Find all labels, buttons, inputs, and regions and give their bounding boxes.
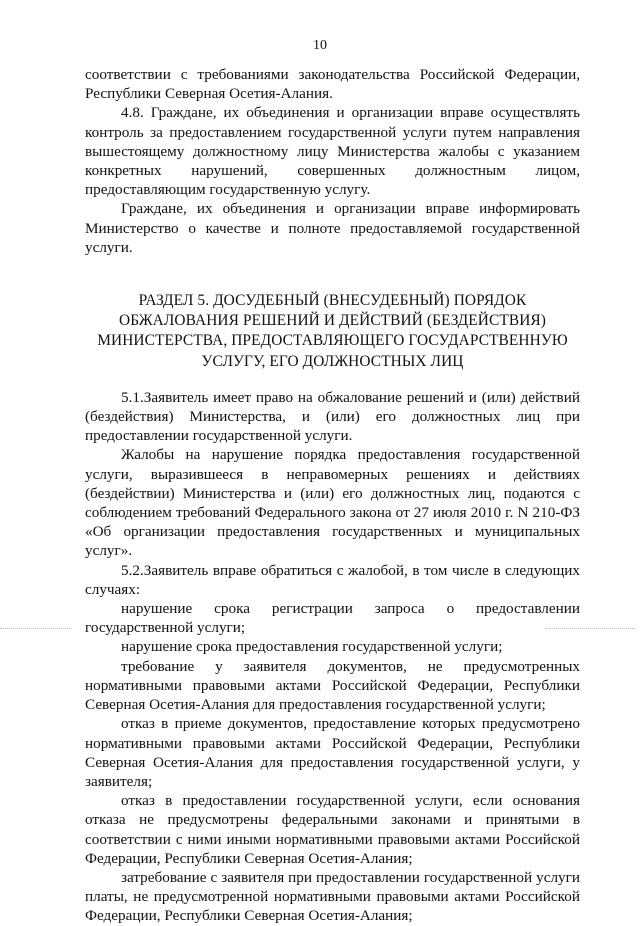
section-heading-line: МИНИСТЕРСТВА, ПРЕДОСТАВЛЯЮЩЕГО ГОСУДАРСТВЕННУЮ	[97, 332, 568, 350]
list-item: нарушение срока регистрации запроса о предоставлении государственной услуги;	[85, 600, 580, 637]
list-item: требование у заявителя документов, не предусмотренных нормативными правовыми актами Российской Федерации, Республики Северная Осетия-Алания для предоставления государственной услуги;	[85, 657, 580, 714]
list-item: нарушение срока предоставления государственной услуги;	[121, 638, 503, 656]
list-item: затребование с заявителя при предоставлении государственной услуги платы, не предусмотренной нормативными правовыми актами Российской Федерации, Республики Северная Осетия-Алания;	[85, 868, 580, 925]
section-heading-line: УСЛУГУ, ЕГО ДОЛЖНОСТНЫХ ЛИЦ	[201, 352, 464, 370]
section-heading-line: ОБЖАЛОВАНИЯ РЕШЕНИЙ И ДЕЙСТВИЙ (БЕЗДЕЙСТВИЯ)	[118, 312, 547, 330]
section-heading-line: РАЗДЕЛ 5. ДОСУДЕБНЫЙ (ВНЕСУДЕБНЫЙ) ПОРЯДОК	[138, 292, 527, 310]
list-item: отказ в предоставлении государственной услуги, если основания отказа не предусмотрены федеральными законами и принятыми в соответствии с ними иными нормативными правовыми актами Российской Федерации, Республики Северная Осетия-Алания;	[85, 792, 580, 867]
page-number: 10	[313, 38, 327, 53]
paragraph: 5.2.Заявитель вправе обратиться с жалобой, в том числе в следующих случаях:	[85, 561, 580, 598]
paragraph: 4.8. Граждане, их объединения и организации вправе осуществлять контроль за предоставлением государственной услуги путем направления вышестоящему должностному лицу Министерства жалобы с указанием конкретных нарушений, совершенных должностным лицом, предоставляющим государственную услугу.	[85, 104, 580, 199]
scan-artifact-left	[0, 628, 72, 630]
section-heading	[85, 291, 580, 372]
paragraphs-top	[85, 65, 580, 257]
paragraph: Жалобы на нарушение порядка предоставления государственной услуги, выразившееся в неправомерных решениях и действиях (бездействии) Министерства и (или) его должностных лиц, подаются с соблюдением требований Федерального закона от 27 июля 2010 г. N 210-ФЗ «Об организации предоставления государственных и муниципальных услуг».	[85, 446, 580, 560]
paragraph: 5.1.Заявитель имеет право на обжалование решений и (или) действий (бездействия) Министерства, и (или) его должностных лиц при предоставлении государственной услуги.	[85, 388, 580, 445]
paragraph: соответствии с требованиями законодательства Российской Федерации, Республики Северная Осетия-Алания.	[85, 66, 580, 103]
list-item: отказ в приеме документов, предоставление которых предусмотрено нормативными правовыми актами Российской Федерации, Республики Северная Осетия-Алания для предоставления государственной услуги, у заявителя;	[85, 715, 580, 790]
document-body	[85, 65, 580, 926]
paragraph: Граждане, их объединения и организации вправе информировать Министерство о качестве и полноте предоставляемой государственной услуги.	[85, 200, 580, 256]
paragraphs-bottom	[85, 388, 580, 926]
